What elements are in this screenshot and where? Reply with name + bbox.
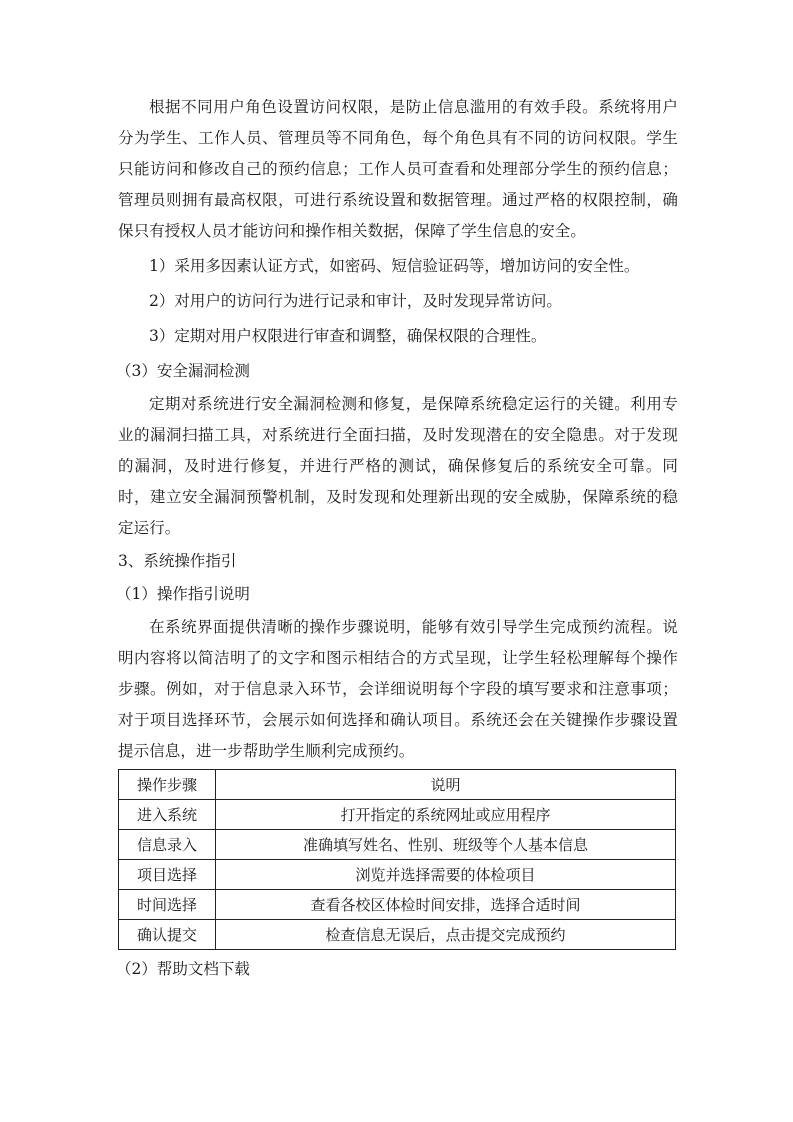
- table-header-cell: 操作步骤: [119, 770, 216, 800]
- table-row: [119, 800, 676, 830]
- table-cell-step: 项目选择: [119, 860, 216, 890]
- heading-help-download: （2）帮助文档下载: [116, 960, 250, 978]
- table-cell-description: 打开指定的系统网址或应用程序: [216, 800, 676, 830]
- table-row: [119, 860, 676, 890]
- table-cell-step: 时间选择: [119, 890, 216, 920]
- table-header-row: [119, 770, 676, 800]
- table-cell-description: 浏览并选择需要的体检项目: [216, 860, 676, 890]
- list-item-3: 3）定期对用户权限进行审查和调整，确保权限的合理性。: [149, 327, 547, 345]
- table-row: [119, 830, 676, 860]
- paragraph-guide: 在系统界面提供清晰的操作步骤说明，能够有效引导学生完成预约流程。说明内容将以简洁明了的文字和图示相结合的方式呈现，让学生轻松理解每个操作步骤。例如，对于信息录入环节，会详细说明每个字段的填写要求和注意事项；对于项目选择环节，会展示如何选择和确认项目。系统还会在关键操作步骤设置提示信息，进一步帮助学生顺利完成预约。: [118, 618, 678, 760]
- table-cell-description: 检查信息无误后，点击提交完成预约: [216, 920, 676, 950]
- operation-steps-table: [118, 769, 676, 950]
- document-page: [118, 92, 678, 987]
- list-item-1: 1）采用多因素认证方式，如密码、短信验证码等，增加访问的安全性。: [149, 257, 640, 275]
- table-header-cell: 说明: [216, 770, 676, 800]
- table-cell-description: 准确填写姓名、性别、班级等个人基本信息: [216, 830, 676, 860]
- table-row: [119, 890, 676, 920]
- table-cell-step: 确认提交: [119, 920, 216, 950]
- heading-guide-description: （1）操作指引说明: [116, 585, 250, 603]
- table-row: [119, 920, 676, 950]
- table-cell-step: 进入系统: [119, 800, 216, 830]
- list-item-2: 2）对用户的访问行为进行记录和审计，及时发现异常访问。: [149, 292, 562, 310]
- table-cell-step: 信息录入: [119, 830, 216, 860]
- paragraph-access-control: 根据不同用户角色设置访问权限，是防止信息滥用的有效手段。系统将用户分为学生、工作人员、管理员等不同角色，每个角色具有不同的访问权限。学生只能访问和修改自己的预约信息；工作人员可查看和处理部分学生的预约信息；管理员则拥有最高权限，可进行系统设置和数据管理。通过严格的权限控制，确保只有授权人员才能访问和操作相关数据，保障了学生信息的安全。: [118, 98, 678, 240]
- heading-vulnerability-detection: （3）安全漏洞检测: [116, 362, 250, 380]
- heading-operation-guide: 3、系统操作指引: [118, 552, 237, 570]
- table-cell-description: 查看各校区体检时间安排，选择合适时间: [216, 890, 676, 920]
- paragraph-vulnerability: 定期对系统进行安全漏洞检测和修复，是保障系统稳定运行的关键。利用专业的漏洞扫描工具，对系统进行全面扫描，及时发现潜在的安全隐患。对于发现的漏洞，及时进行修复，并进行严格的测试，确保修复后的系统安全可靠。同时，建立安全漏洞预警机制，及时发现和处理新出现的安全威胁，保障系统的稳定运行。: [118, 395, 678, 537]
